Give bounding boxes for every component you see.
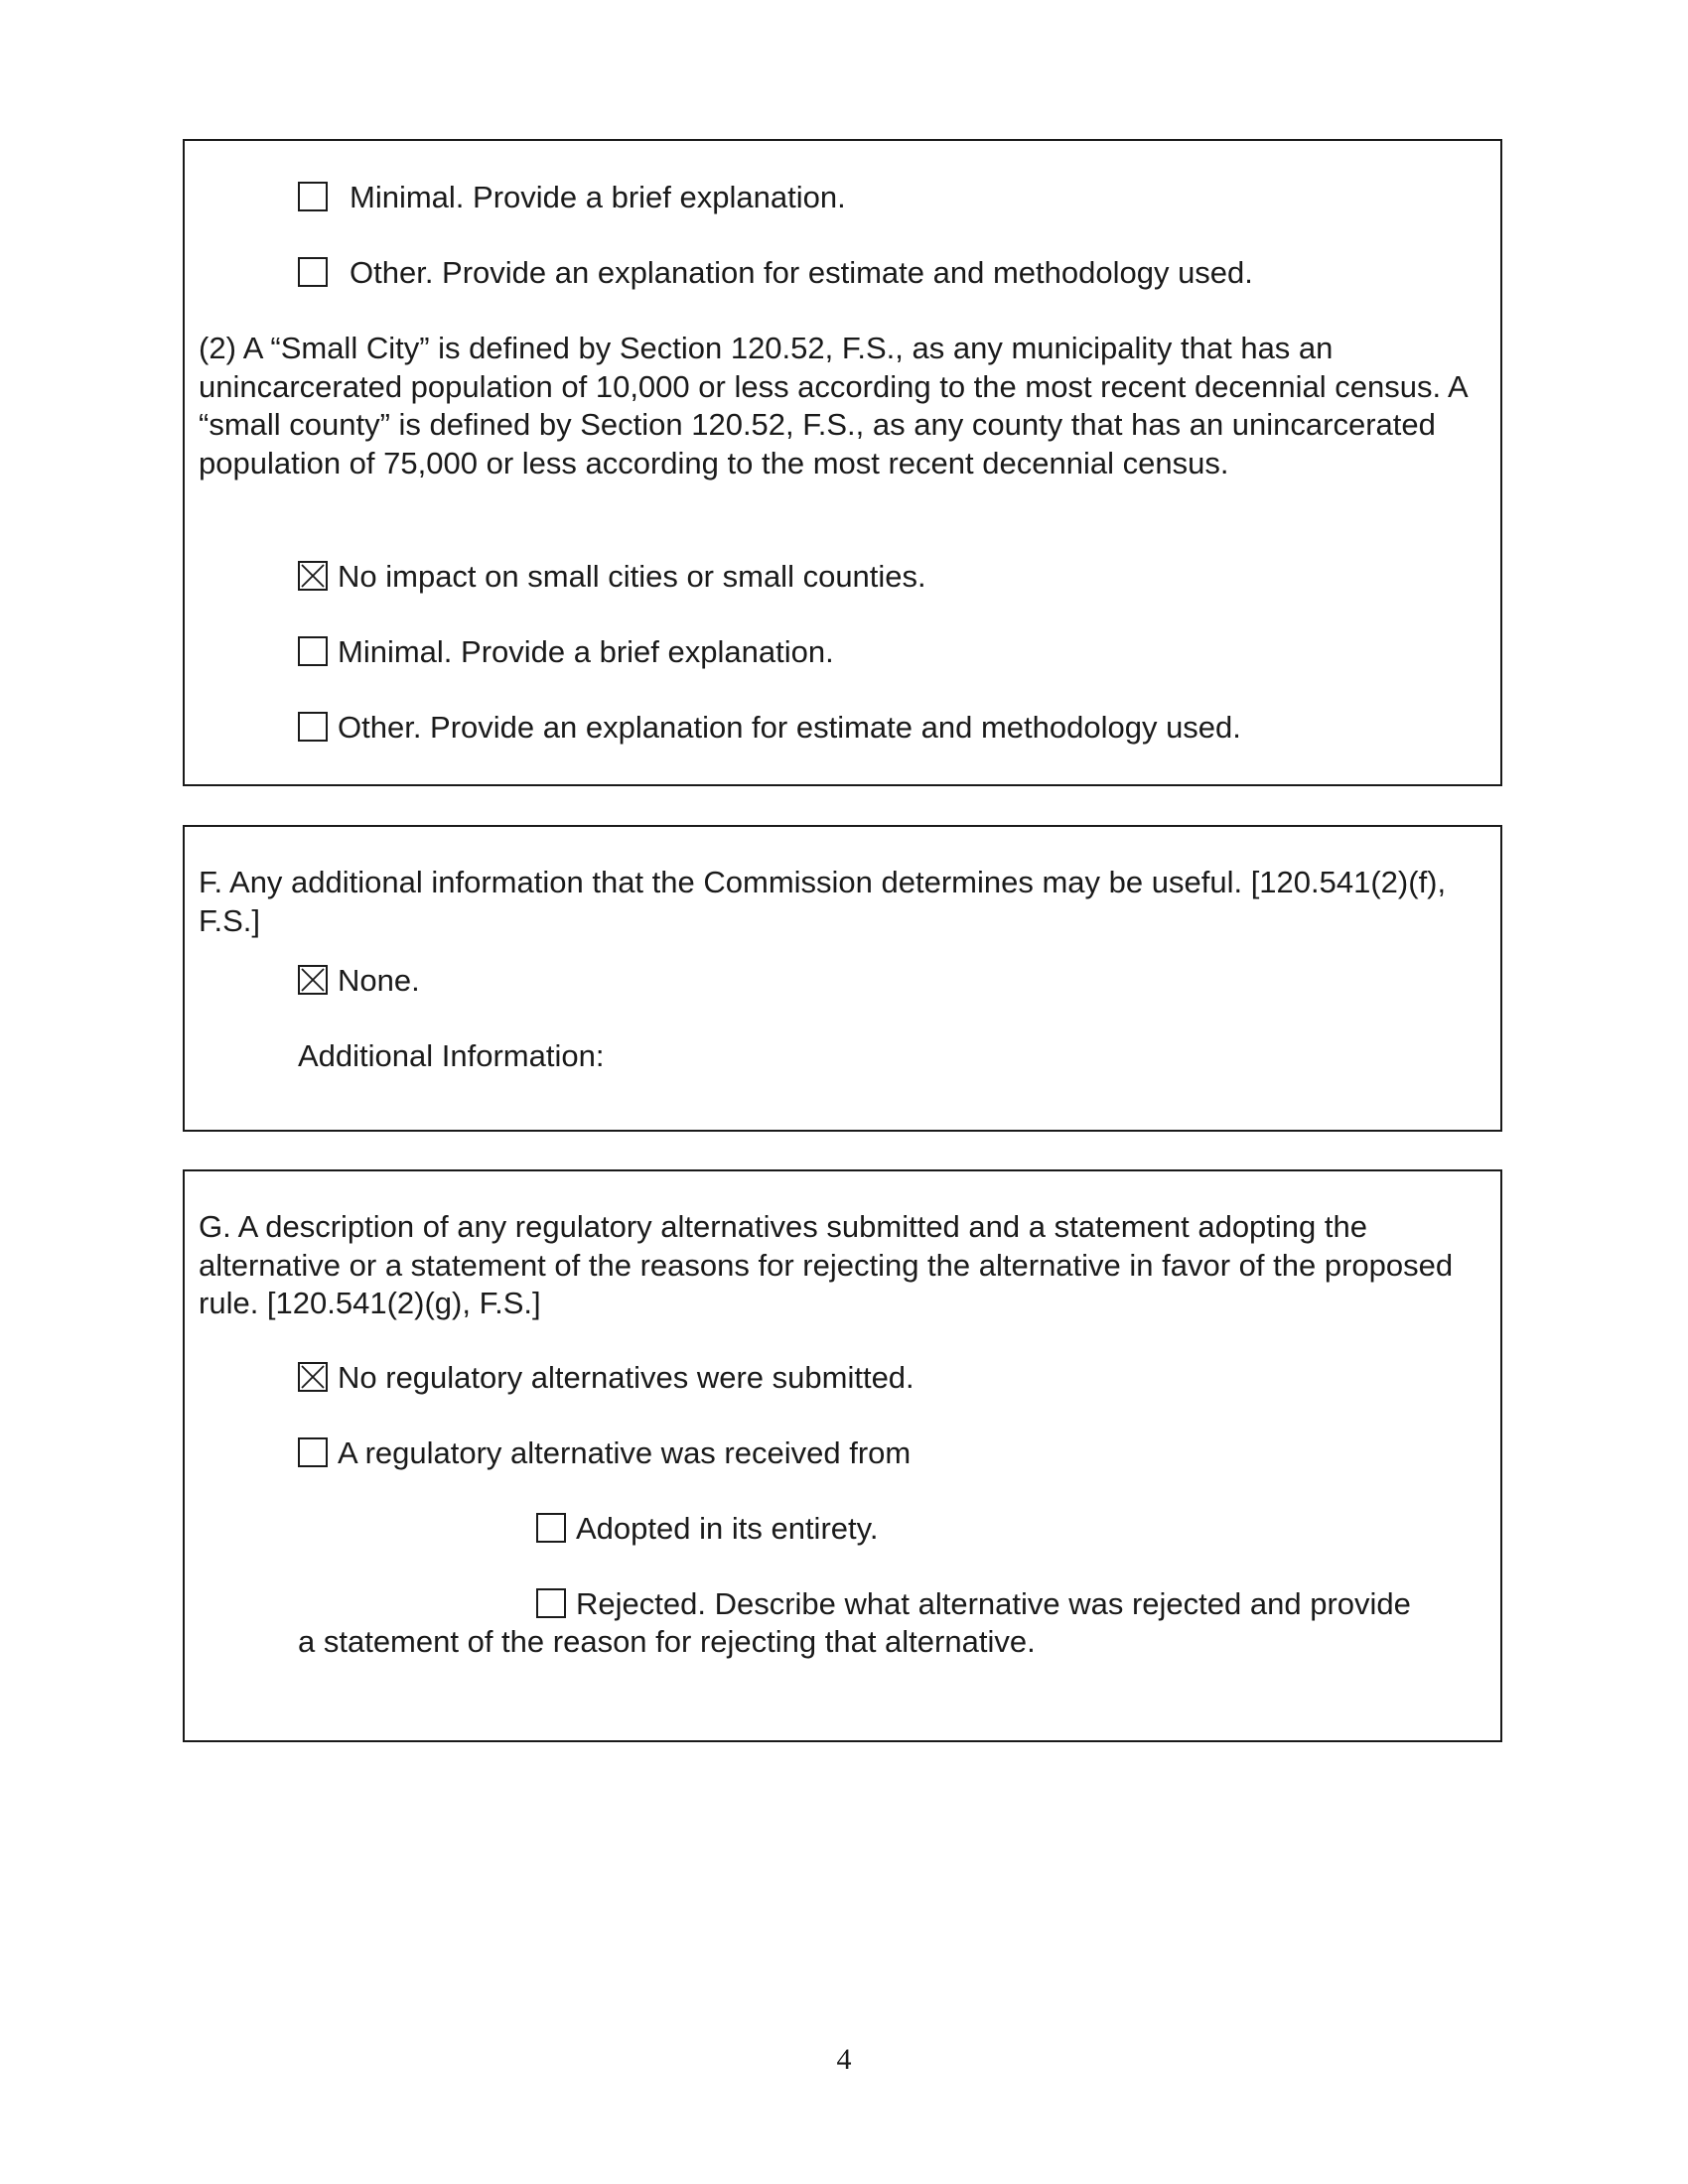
checkbox-row-other bbox=[298, 254, 1253, 292]
checkbox-label-rejected: Rejected. Describe what alternative was rejected and provide bbox=[576, 1586, 1411, 1621]
checkbox-adopted[interactable] bbox=[536, 1513, 566, 1543]
small-city-definition: (2) A “Small City” is defined by Section 120.52, F.S., as any municipality that has an unincarcerated population of 10,000 or less according to the most recent decennial census. A “small county” is defined by Section 120.52, F.S., as any county that has an unincarcerated population of 75,000 or less according to the most recent decennial census. bbox=[199, 331, 1467, 480]
page-number: 4 bbox=[836, 2043, 852, 2076]
checked-x-icon bbox=[300, 563, 326, 589]
checked-x-icon bbox=[300, 1364, 326, 1390]
section-g-heading: G. A description of any regulatory alternatives submitted and a statement adopting the alternative or a statement of the reasons for rejecting the alternative in favor of the proposed rule. [120.541(2)(g), F.S.] bbox=[199, 1209, 1454, 1320]
checkbox-label-other-2: Other. Provide an explanation for estimate and methodology used. bbox=[338, 710, 1241, 745]
checkbox-label-minimal: Minimal. Provide a brief explanation. bbox=[350, 180, 846, 214]
checkbox-row-no-impact bbox=[298, 558, 926, 596]
section-f-heading: F. Any additional information that the Commission determines may be useful. [120.541(2)(f), F.S.] bbox=[199, 865, 1447, 938]
section-e-box bbox=[183, 139, 1502, 786]
checkbox-label-adopted: Adopted in its entirety. bbox=[576, 1511, 879, 1546]
rejected-continuation-text: a statement of the reason for rejecting that alternative. bbox=[298, 1624, 1036, 1659]
checkbox-row-adopted bbox=[536, 1510, 878, 1548]
checkbox-label-alternative-received: A regulatory alternative was received from bbox=[338, 1435, 912, 1470]
checkbox-minimal-2[interactable] bbox=[298, 636, 328, 666]
section-f-box bbox=[183, 825, 1502, 1132]
checkbox-label-other: Other. Provide an explanation for estimate and methodology used. bbox=[350, 255, 1253, 290]
checkbox-row-other-2 bbox=[298, 709, 1241, 747]
checkbox-label-minimal-2: Minimal. Provide a brief explanation. bbox=[338, 634, 834, 669]
checkbox-other[interactable] bbox=[298, 257, 328, 287]
checkbox-no-alternatives[interactable] bbox=[298, 1362, 328, 1392]
checkbox-no-impact[interactable] bbox=[298, 561, 328, 591]
section-g-box bbox=[183, 1169, 1502, 1742]
checkbox-label-no-impact: No impact on small cities or small counties. bbox=[338, 559, 926, 594]
checkbox-row-minimal bbox=[298, 179, 846, 216]
additional-information-label: Additional Information: bbox=[298, 1038, 605, 1073]
checkbox-row-rejected bbox=[536, 1585, 1411, 1623]
checkbox-label-no-alternatives: No regulatory alternatives were submitted. bbox=[338, 1360, 914, 1395]
checkbox-other-2[interactable] bbox=[298, 712, 328, 742]
checkbox-row-none bbox=[298, 962, 420, 1000]
checkbox-row-alternative-received bbox=[298, 1434, 911, 1472]
checkbox-label-none: None. bbox=[338, 963, 420, 998]
checkbox-alternative-received[interactable] bbox=[298, 1437, 328, 1467]
checkbox-minimal[interactable] bbox=[298, 182, 328, 211]
checkbox-rejected[interactable] bbox=[536, 1588, 566, 1618]
checkbox-row-minimal-2 bbox=[298, 633, 834, 671]
checkbox-none[interactable] bbox=[298, 965, 328, 995]
checked-x-icon bbox=[300, 967, 326, 993]
checkbox-row-no-alternatives bbox=[298, 1359, 914, 1397]
